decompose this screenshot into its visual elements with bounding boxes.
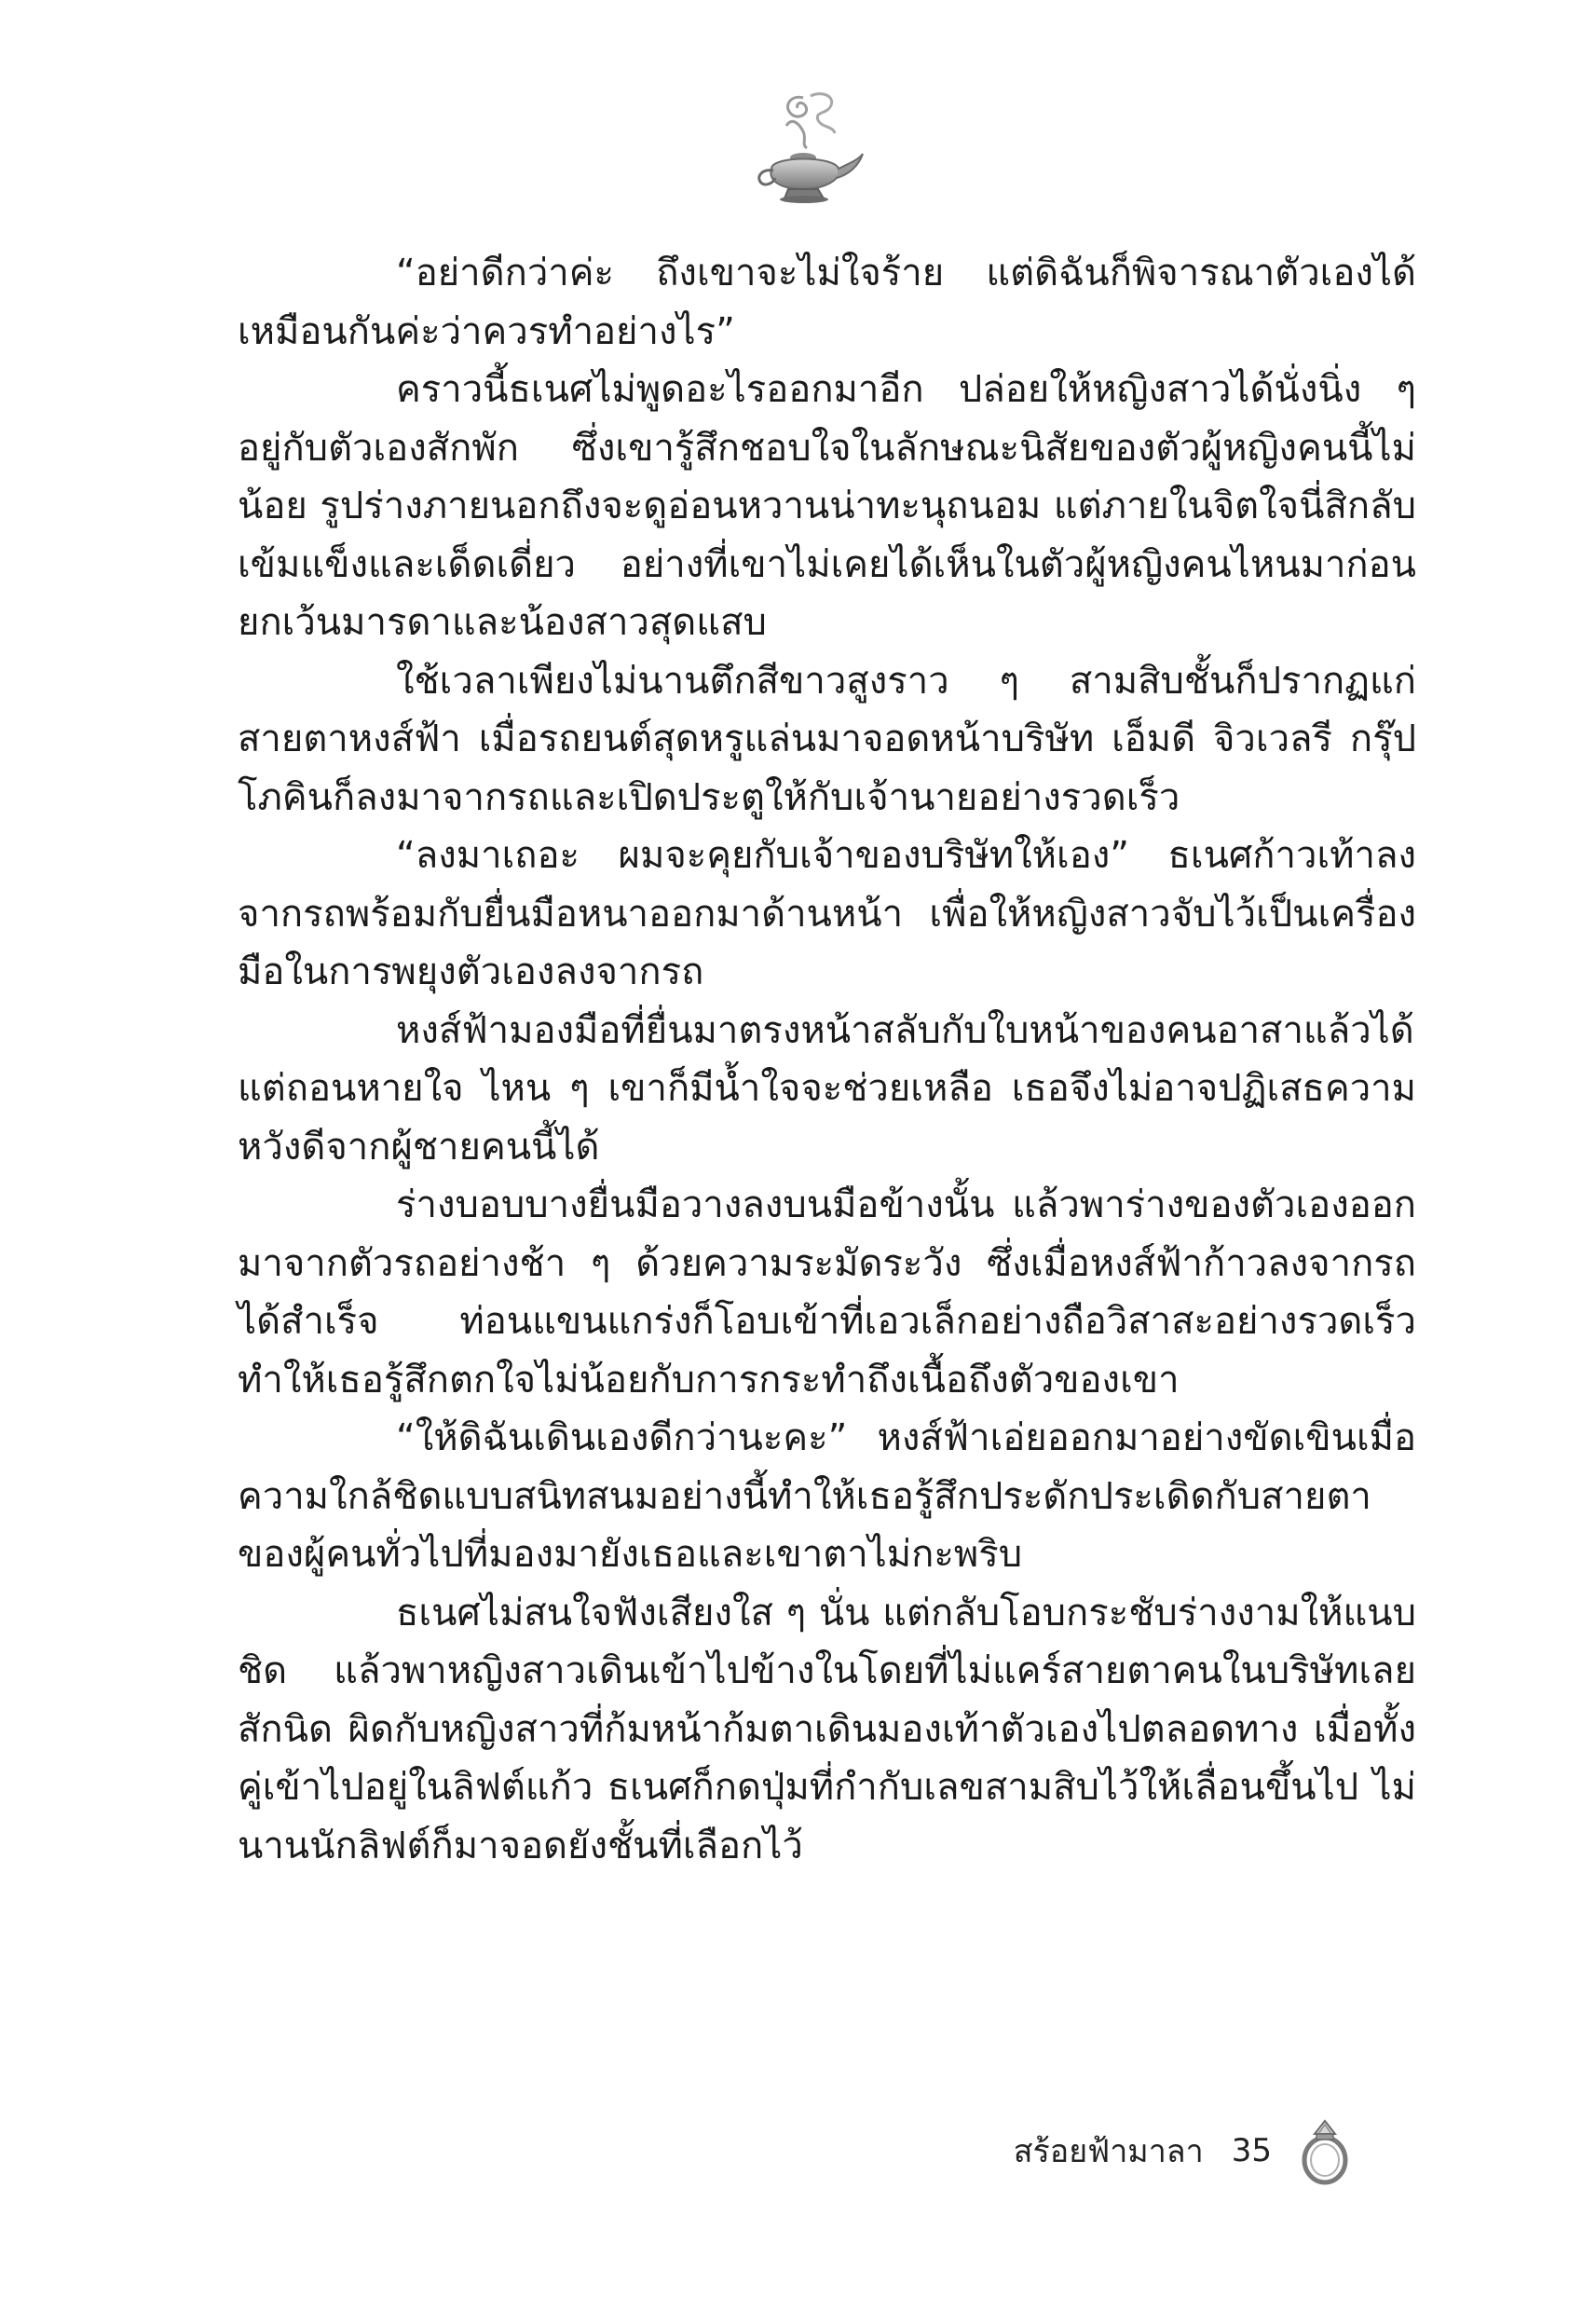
page-number: 35 [1231,2132,1272,2169]
lamp-ornament-icon [745,89,866,205]
paragraph: “ให้ดิฉันเดินเองดีกว่านะคะ” หงส์ฟ้าเอ่ยออกมาอย่างขัดเขินเมื่อความใกล้ชิดแบบสนิทสนมอย่างนี้ทำให้เธอรู้สึกประดักประเดิดกับสายตาของผู้คนทั่วไปที่มองมายังเธอและเขาตาไม่กะพริบ [238,1416,1416,1576]
diamond-ring-icon [1296,2113,1354,2188]
paragraph: “อย่าดีกว่าค่ะ ถึงเขาจะไม่ใจร้าย แต่ดิฉันก็พิจารณาตัวเองได้เหมือนกันค่ะว่าควรทำอย่างไร” [238,252,1416,353]
paragraph: ธเนศไม่สนใจฟังเสียงใส ๆ นั่น แต่กลับโอบกระชับร่างงามให้แนบชิด แล้วพาหญิงสาวเดินเข้าไปข้างในโดยที่ไม่แคร์สายตาคนในบริษัทเลยสักนิด ผิดกับหญิงสาวที่ก้มหน้าก้มตาเดินมองเท้าตัวเองไปตลอดทาง เมื่อทั้งคู่เข้าไปอยู่ในลิฟต์แก้ว ธเนศก็กดปุ่มที่กำกับเลขสามสิบไว้ให้เลื่อนขึ้นไป ไม่นานนักลิฟต์ก็มาจอดยังชั้นที่เลือกไว้ [238,1591,1416,1867]
paragraph: คราวนี้ธเนศไม่พูดอะไรออกมาอีก ปล่อยให้หญิงสาวได้นั่งนิ่ง ๆ อยู่กับตัวเองสักพัก ซึ่งเขารู้สึกชอบใจในลักษณะนิสัยของตัวผู้หญิงคนนี้ไม่น้อย รูปร่างภายนอกถึงจะดูอ่อนหวานน่าทะนุถนอม แต่ภายในจิตใจนี่สิกลับเข้มแข็งและเด็ดเดี่ยว อย่างที่เขาไม่เคยได้เห็นในตัวผู้หญิงคนไหนมาก่อน ยกเว้นมารดาและน้องสาวสุดแสบ [238,368,1416,644]
page-footer [1014,2113,1354,2188]
paragraph: “ลงมาเถอะ ผมจะคุยกับเจ้าของบริษัทให้เอง” ธเนศก้าวเท้าลงจากรถพร้อมกับยื่นมือหนาออกมาด้านหน้า เพื่อให้หญิงสาวจับไว้เป็นเครื่องมือในการพยุงตัวเองลงจากรถ [238,834,1416,993]
paragraph: หงส์ฟ้ามองมือที่ยื่นมาตรงหน้าสลับกับใบหน้าของคนอาสาแล้วได้แต่ถอนหายใจ ไหน ๆ เขาก็มีน้ำใจจะช่วยเหลือ เธอจึงไม่อาจปฏิเสธความหวังดีจากผู้ชายคนนี้ได้ [238,1008,1416,1169]
paragraph: ใช้เวลาเพียงไม่นานตึกสีขาวสูงราว ๆ สามสิบชั้นก็ปรากฏแก่สายตาหงส์ฟ้า เมื่อรถยนต์สุดหรูแล่นมาจอดหน้าบริษัท เอ็มดี จิวเวลรี กรุ๊ป โภคินก็ลงมาจากรถและเปิดประตูให้กับเจ้านายอย่างรวดเร็ว [238,659,1416,819]
paragraph: ร่างบอบบางยื่นมือวางลงบนมือข้างนั้น แล้วพาร่างของตัวเองออกมาจากตัวรถอย่างช้า ๆ ด้วยความระมัดระวัง ซึ่งเมื่อหงส์ฟ้าก้าวลงจากรถได้สำเร็จ ท่อนแขนแกร่งก็โอบเข้าที่เอวเล็กอย่างถือวิสาสะอย่างรวดเร็ว ทำให้เธอรู้สึกตกใจไม่น้อยกับการกระทำถึงเนื้อถึงตัวของเขา [238,1183,1416,1402]
story-text [238,244,1416,1875]
running-title: สร้อยฟ้ามาลา [1013,2133,1204,2170]
